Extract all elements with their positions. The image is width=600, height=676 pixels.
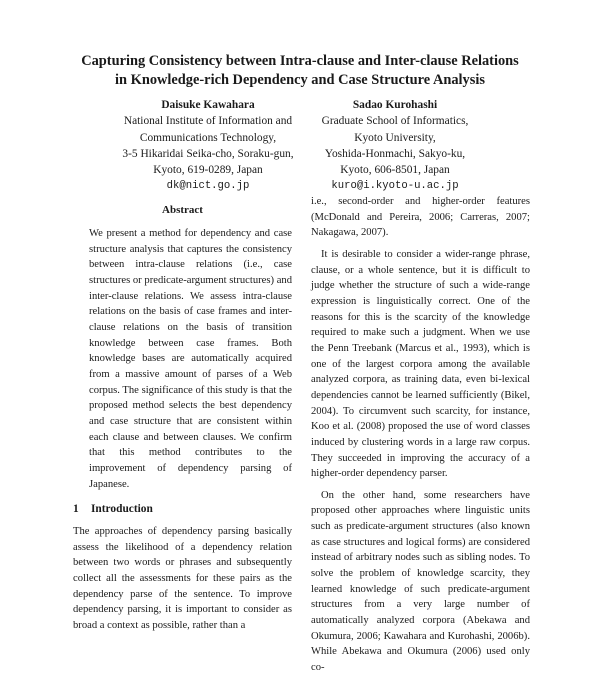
paragraph-continuation: i.e., second-order and higher-order features (McDonald and Pereira, 2006; Carreras, 2007; Nakagawa, 2007). bbox=[311, 196, 530, 239]
paragraph-3: On the other hand, some researchers have proposed other approaches where linguistic units such as predicate-argument structures (also known as case structures and logical forms) are considered instead of arbitrary nodes such as sibling nodes. To solve the problem of knowledge scarcity, they learned knowledge of such predicate-argument structures from a very large number of automatically analyzed corpora (Abekawa and Okumura, 2006; Kawahara and Kurohashi, 2006b). While Abekawa and Okumura (2006) used only co- bbox=[311, 489, 530, 674]
abstract-text: We present a method for dependency and case structure analysis that captures the consistency between intra-clause relations (i.e., case structures or predicate-argument structures) and inter-clause relations. We assess intra-clause relations on the basis of case frames and inter-clause relations on the basis of transition knowledge between case frames. Both knowledge bases are automatically acquired from a massive amount of parses of a Web corpus. The significance of this study is that the proposed method selects the best dependency and case structure that are consistent within each clause and between clauses. We confirm that this method contributes to the improvement of dependency parsing of Japanese. bbox=[89, 228, 292, 490]
paragraph-2: It is desirable to consider a wider-range phrase, clause, or a whole sentence, but it is difficult to judge whether the structure of such a wide-range expression is linguistically correct. One of the reasons for this is the scarcity of the knowledge required to make such a judgment. When we use the Penn Treebank (Marcus et al., 1993), which is one of the largest corpora among the available analyzed corpora, as training data, even bi-lexical dependencies cannot be learned sufficiently (Bikel, 2004). To circumvent such scarcity, for instance, Koo et al. (2008) proposed the use of word classes induced by clustering words in a large raw corpus. They succeeded in improving the accuracy of a higher-order dependency parser. bbox=[311, 248, 530, 480]
author-affiliation-line: Graduate School of Informatics, bbox=[321, 115, 469, 128]
author-block-2 bbox=[318, 97, 472, 195]
left-column bbox=[73, 203, 292, 634]
abstract-heading: Abstract bbox=[162, 204, 203, 216]
right-column bbox=[311, 194, 530, 676]
paper-title bbox=[40, 52, 560, 90]
author-affiliation-line: Kyoto, 606-8501, Japan bbox=[340, 164, 450, 177]
section-title: Introduction bbox=[91, 503, 153, 516]
paper-title-line-2: in Knowledge-rich Dependency and Case Structure Analysis bbox=[115, 72, 485, 88]
section-heading-introduction bbox=[73, 502, 292, 517]
paper-title-line-1: Capturing Consistency between Intra-clause and Inter-clause Relations bbox=[81, 53, 519, 69]
author-email: dk@nict.go.jp bbox=[166, 180, 250, 193]
author-affiliation-line: 3-5 Hikaridai Seika-cho, Soraku-gun, bbox=[122, 147, 294, 160]
author-name: Sadao Kurohashi bbox=[352, 99, 438, 111]
author-name: Daisuke Kawahara bbox=[161, 99, 255, 111]
author-affiliation-line: Communications Technology, bbox=[139, 131, 277, 144]
introduction-text: The approaches of dependency parsing basically assess the likelihood of a dependency relation between two words or phrases and subsequently collect all the assessments for these pairs as the dependency parse of the sentence. To improve dependency parsing, it is important to consider as broad a context as possible, rather than a bbox=[73, 526, 292, 632]
author-affiliation-line: Kyoto University, bbox=[354, 131, 436, 144]
author-block-1 bbox=[96, 97, 320, 195]
author-affiliation-line: Yoshida-Honmachi, Sakyo-ku, bbox=[324, 147, 466, 160]
author-affiliation-line: Kyoto, 619-0289, Japan bbox=[153, 164, 263, 177]
section-number: 1 bbox=[73, 503, 79, 516]
author-affiliation-line: National Institute of Information and bbox=[123, 115, 293, 128]
author-email: kuro@i.kyoto-u.ac.jp bbox=[331, 180, 459, 193]
